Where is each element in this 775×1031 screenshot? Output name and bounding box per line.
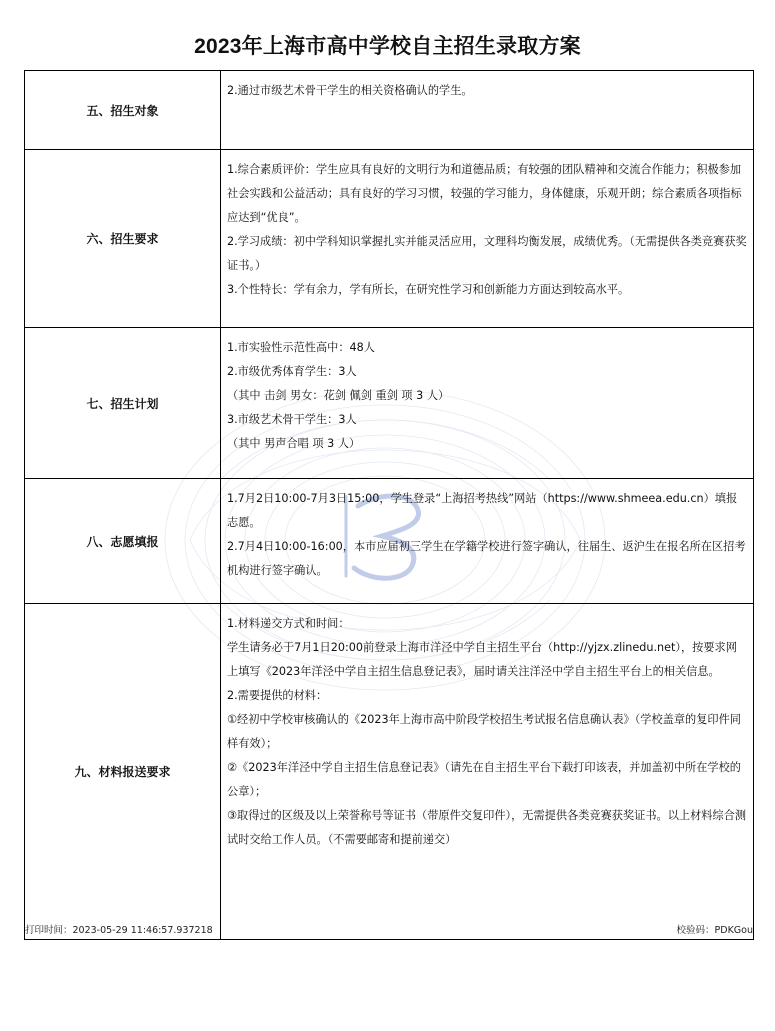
content-line: 2.市级优秀体育学生：3人 bbox=[227, 365, 357, 378]
content-line: 2.需要提供的材料： bbox=[227, 689, 328, 702]
content-line: （其中 男声合唱 项 3 人） bbox=[227, 437, 361, 450]
content-line: ③取得过的区级及以上荣誉称号等证书（带原件交复印件），无需提供各类竞赛获奖证书。以上材料综合测试时交给工作人员。（不需要邮寄和提前递交） bbox=[227, 809, 747, 846]
table-row bbox=[25, 328, 754, 479]
row-label: 七、招生计划 bbox=[25, 328, 221, 479]
row-content bbox=[221, 150, 754, 328]
row-label: 八、志愿填报 bbox=[25, 479, 221, 604]
content-line: 2.学习成绩：初中学科知识掌握扎实并能灵活应用，文理科均衡发展，成绩优秀。（无需提供各类竞赛获奖证书。） bbox=[227, 235, 747, 272]
content-line: （其中 击剑 男女：花剑 佩剑 重剑 项 3 人） bbox=[227, 389, 450, 402]
content-line: 2.7月4日10:00-16:00，本市应届初三学生在学籍学校进行签字确认，往届生、返沪生在报名所在区招考机构进行签字确认。 bbox=[227, 540, 746, 577]
row-label: 九、材料报送要求 bbox=[25, 604, 221, 940]
table-row bbox=[25, 150, 754, 328]
table-row bbox=[25, 604, 754, 940]
content-line: 3.市级艺术骨干学生：3人 bbox=[227, 413, 357, 426]
content-line: 1.综合素质评价：学生应具有良好的文明行为和道德品质；有较强的团队精神和交流合作能力；积极参加社会实践和公益活动；具有良好的学习习惯，较强的学习能力，身体健康，乐观开朗；综合素质各项指标应达到“优良”。 bbox=[227, 163, 742, 224]
page-title: 2023年上海市高中学校自主招生录取方案 bbox=[194, 35, 581, 58]
row-label: 六、招生要求 bbox=[25, 150, 221, 328]
content-line: 2.通过市级艺术骨干学生的相关资格确认的学生。 bbox=[227, 84, 473, 97]
content-line: 学生请务必于7月1日20:00前登录上海市洋泾中学自主招生平台（http://yjzx.zlinedu.net），按要求网上填写《2023年洋泾中学自主招生信息登记表》，届时请关注洋泾中学自主招生平台上的相关信息。 bbox=[227, 641, 737, 678]
row-label: 五、招生对象 bbox=[25, 71, 221, 150]
row-content bbox=[221, 604, 754, 940]
content-line: 1.材料递交方式和时间： bbox=[227, 617, 350, 630]
content-line: 3.个性特长：学有余力，学有所长，在研究性学习和创新能力方面达到较高水平。 bbox=[227, 283, 630, 296]
admission-plan-table bbox=[24, 70, 754, 940]
content-line: 1.市实验性示范性高中：48人 bbox=[227, 341, 375, 354]
content-line: 1.7月2日10:00-7月3日15:00，学生登录“上海招考热线”网站（https://www.shmeea.edu.cn）填报志愿。 bbox=[227, 492, 738, 529]
content-line: ①经初中学校审核确认的《2023年上海市高中阶段学校招生考试报名信息确认表》（学校盖章的复印件同样有效）； bbox=[227, 713, 741, 750]
row-content bbox=[221, 479, 754, 604]
print-time: 打印时间：2023-05-29 11:46:57.937218 bbox=[25, 925, 213, 936]
table-row bbox=[25, 479, 754, 604]
table-row bbox=[25, 71, 754, 150]
row-content bbox=[221, 71, 754, 150]
row-content bbox=[221, 328, 754, 479]
check-code: 校验码：PDKGou bbox=[676, 925, 753, 936]
content-line: ②《2023年洋泾中学自主招生信息登记表》（请先在自主招生平台下载打印该表，并加盖初中所在学校的公章）； bbox=[227, 761, 741, 798]
